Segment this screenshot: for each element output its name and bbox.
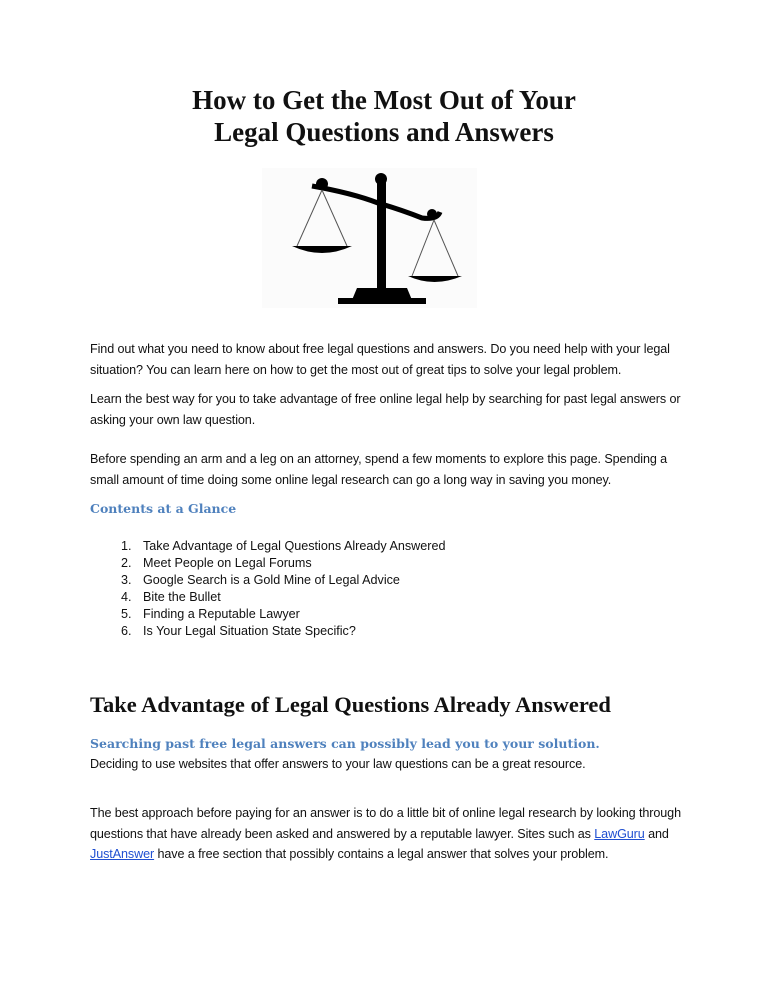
scales-of-justice-icon: [262, 168, 477, 308]
lawguru-link[interactable]: LawGuru: [594, 826, 645, 841]
justanswer-link[interactable]: JustAnswer: [90, 847, 155, 861]
contents-item: 3. Google Search is a Gold Mine of Legal Advice: [135, 572, 445, 589]
contents-item: 2. Meet People on Legal Forums: [135, 555, 445, 572]
contents-item: 6. Is Your Legal Situation State Specific?: [135, 623, 445, 640]
contents-list: [90, 538, 445, 640]
text: have a free section that possibly contains a legal answer that solves your problem.: [154, 847, 609, 861]
section-paragraph-1: Deciding to use websites that offer answers to your law questions can be a great resource.: [90, 757, 586, 771]
contents-item: 4. Bite the Bullet: [135, 589, 445, 606]
intro-paragraph-2: Learn the best way for you to take advantage of free online legal help by searching for past legal answers or asking your own law question.: [90, 392, 681, 427]
section-heading: Take Advantage of Legal Questions Already Answered: [90, 692, 611, 717]
text: The best approach before paying for an answer is to do a little bit of online legal research by looking through questions that have already been asked and answered by a reputable lawyer. Sites such as: [90, 806, 681, 841]
document-title-line1: How to Get the Most Out of Your: [192, 85, 576, 115]
intro-paragraph-3: Before spending an arm and a leg on an attorney, spend a few moments to explore this page. Spending a small amount of time doing some online legal research can go a long way in saving you money.: [90, 452, 668, 487]
section-paragraph-2: [90, 803, 690, 865]
text: and: [644, 826, 669, 841]
section-subheading: Searching past free legal answers can possibly lead you to your solution.: [90, 736, 600, 751]
contents-heading: Contents at a Glance: [90, 501, 237, 516]
intro-paragraph-1: Find out what you need to know about free legal questions and answers. Do you need help with your legal situation? You can learn here on how to get the most out of great tips to solve your legal problem.: [90, 342, 670, 377]
contents-item: 5. Finding a Reputable Lawyer: [135, 606, 445, 623]
contents-item: 1. Take Advantage of Legal Questions Already Answered: [135, 538, 445, 555]
document-title-line2: Legal Questions and Answers: [214, 117, 554, 147]
